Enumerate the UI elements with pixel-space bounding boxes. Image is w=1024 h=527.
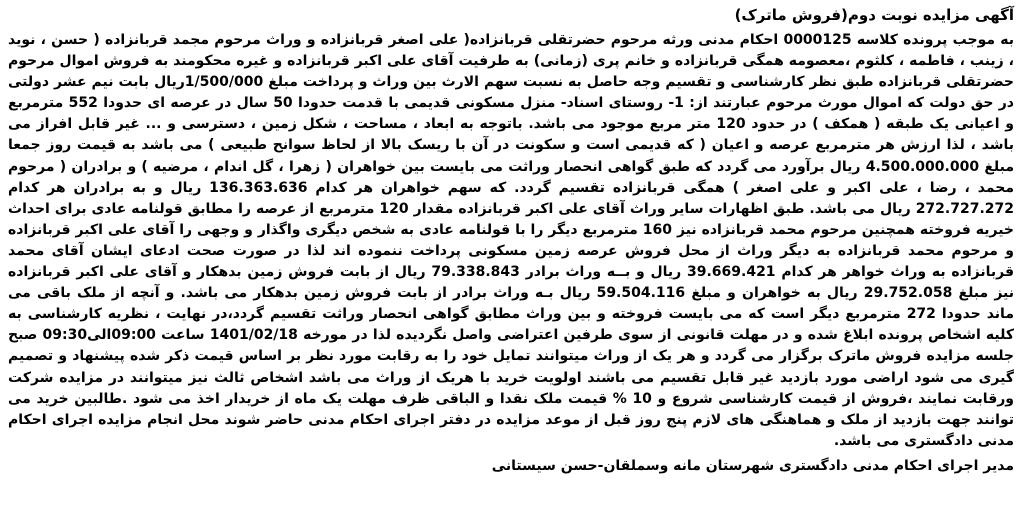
notice-title: آگهی مزایده نوبت دوم(فروش ماترک) [734, 6, 1014, 24]
notice-signature: مدیر اجرای احکام مدنی دادگستری شهرستان مانه وسملقان-حسن سیستانی [491, 457, 1014, 474]
auction-notice [8, 4, 1014, 523]
notice-body: به موجب پرونده کلاسه 0000125 احکام مدنی ورثه مرحوم حضرتقلی قربانزاده( علی اصغر قربانزاده و وراث مرحوم مجمد قربانزاده ( حسن ، نوید ، زینب ، فاطمه ، کلثوم ،معصومه همگی قربانزاده و خانم پری (زمانی) به طرفیت آقای علی اکبر قربانزاده و غیره محکومند به فروش اموال مرحوم حضرتقلی قربانزاده طبق نظر کارشناسی و تقسیم وجه حاصل به نسبت سهم الارث بین وراث و پرداخت مبلغ 1/500/000ریال بابت نیم عشر دولتی در حق دولت که اموال مورث مرحوم عبارتند از: 1- روستای اسناد- منزل مسکونی قدیمی با قدمت حدودا 50 سال در عرصه ای حدودا 552 مترمربع و اعیانی یک طبقه ( همکف ) در حدود 120 متر مربع موجود می باشد. باتوجه به ابعاد ، مساحت ، شکل زمین ، دسترسی و ... غیر قابل افراز می باشد ، لذا ارزش هر مترمربع عرصه و اعیان ( که قدیمی است و سکونت در آن با ریسک بالا از لحاظ سوانح طبیعی ) می باشد به قیمت روز جمعا مبلغ 4.500.000.000 ریال برآورد می گردد که طبق گواهی انحصار وراثت می بایست بین خواهران ( زهرا ، گل اندام ، مرضیه ) و برادران ( مرحوم محمد ، رضا ، علی اکبر و علی اصغر ) همگی قربانزاده تقسیم گردد. که سهم خواهران هر کدام 136.363.636 ریال و به برادران هر کدام 272.727.272 ریال می باشد. طبق اظهارات سایر وراث آقای علی اکبر قربانزاده مقدار 120 مترمربع از عرصه را مطابق قولنامه عادی برای احداث خیریه فروخته همچنین مرحوم محمد قربانزاده نیز 160 مترمربع دیگر را با قولنامه عادی به شخص دیگری واگذار و وجهی را آقای علی اکبر قربانزاده و مرحوم محمد قربانزاده به دیگر وراث از محل فروش عرصه زمین مسکونی پرداخت ننموده اند لذا در صورت صحت ادعای ایشان آقای محمد قربانزاده به وراث خواهر هر کدام 39.669.421 ریال و بــه وراث برادر 79.338.843 ریال از بابت فروش زمین بدهکار و آقای علی اکبر قربانزاده نیز مبلغ 29.752.058 ریال به خواهران و مبلغ 59.504.116 ریال بـه وراث برادر از بابت فروش زمین بدهکار می باشد. و آنچه از ملک باقی می ماند حدودا 272 مترمربع دیگر است که می بایست فروخته و بین وراث مطابق گواهی انحصار وراثت تقسیم گردد،در نهایت ، نظریه کارشناسی به کلیه اشخاص پرونده ابلاغ شده و در مهلت قانونی از سوی طرفین اعتراضی واصل نگردیده لذا در مورخه 1401/02/18 ساعت 09:00الی09:30 صبح جلسه مزایده فروش ماترک برگزار می گردد و هر یک از وراث میتوانند تمایل خود را به رقابت مورد نظر بر اساس قیمت ذکر شده پیشنهاد و تصمیم گیری می شود اراضی مورد بازدید غیر قابل تقسیم می باشند اولویت خرید با هریک از وراث می باشد اشخاص ثالث نیز میتوانند در مزایده شرکت ورقابت نمایند ،فروش از قیمت کارشناسی شروع و 10 % قیمت ملک نقدا و الباقی ظرف مهلت یک ماه از خریدار اخذ می شود .طالبین خرید می توانند جهت بازدید از ملک و هماهنگی های لازم پنج روز قبل از موعد مزایده در دفتر اجرای احکام مدنی حاضر شوند محل انجام مزایده اجرای احکام مدنی دادگستری می باشد. [8, 32, 1015, 449]
